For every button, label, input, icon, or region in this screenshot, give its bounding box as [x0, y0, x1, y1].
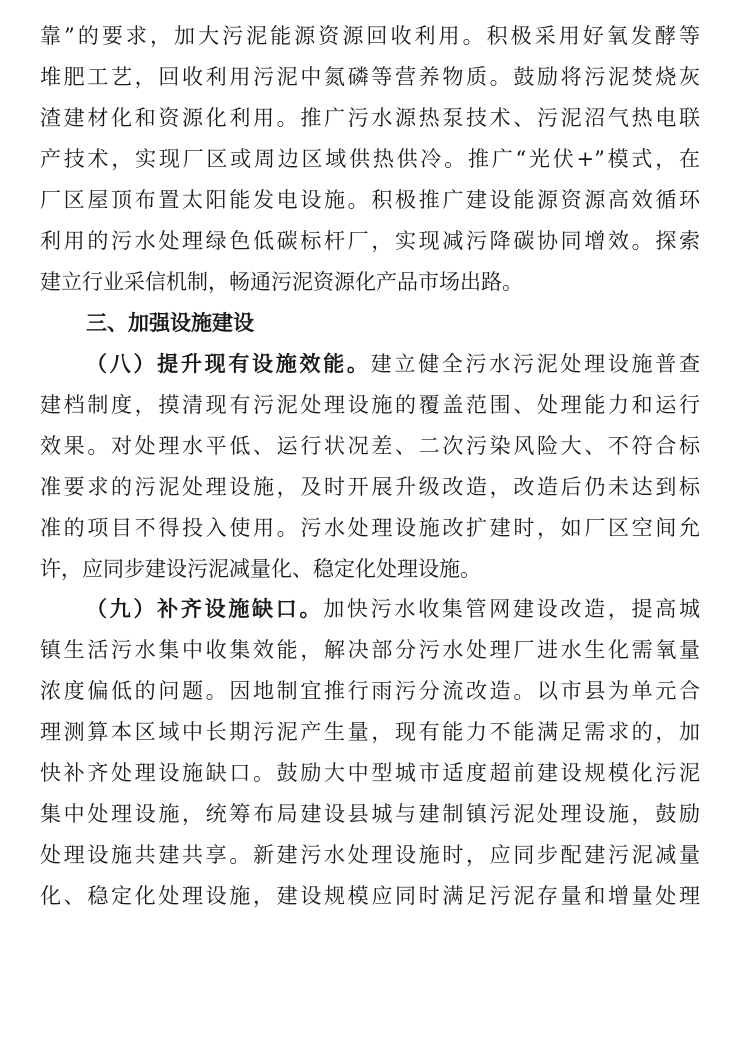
paragraph-3-line-7: 处理设施共建共享。新建污水处理设施时，应同步配建污泥减量	[40, 843, 700, 867]
paragraph-3-title: （九）补齐设施缺口。	[86, 597, 324, 621]
paragraph-3-line-3: 浓度偏低的问题。因地制宜推行雨污分流改造。以市县为单元合	[40, 679, 700, 703]
paragraph-1-line-2: 堆肥工艺，回收利用污泥中氮磷等营养物质。鼓励将污泥焚烧灰	[40, 65, 700, 89]
paragraph-3-line-1	[86, 590, 700, 628]
paragraph-3-line-6: 集中处理设施，统筹布局建设县城与建制镇污泥处理设施，鼓励	[40, 802, 700, 826]
paragraph-2-line-3: 效果。对处理水平低、运行状况差、二次污染风险大、不符合标	[40, 434, 700, 458]
section-heading: 三、加强设施建设	[86, 311, 254, 335]
paragraph-3-line-2: 镇生活污水集中收集效能，解决部分污水处理厂进水生化需氧量	[40, 638, 700, 662]
paragraph-2-line-5: 准的项目不得投入使用。污水处理设施改扩建时，如厂区空间允	[40, 516, 700, 540]
paragraph-1-line-1: 靠”的要求，加大污泥能源资源回收利用。积极采用好氧发酵等	[40, 24, 700, 48]
paragraph-2-line-2: 建档制度，摸清现有污泥处理设施的覆盖范围、处理能力和运行	[40, 393, 700, 417]
paragraph-1-line-3: 渣建材化和资源化利用。推广污水源热泵技术、污泥沼气热电联	[40, 106, 700, 130]
paragraph-1-line-5: 厂区屋顶布置太阳能发电设施。积极推广建设能源资源高效循环	[40, 188, 700, 212]
paragraph-1-line-4: 产技术，实现厂区或周边区域供热供冷。推广“光伏+”模式，在	[40, 147, 700, 171]
paragraph-3-first-line-text: 加快污水收集管网建设改造，提高城	[323, 597, 701, 621]
paragraph-2-line-6: 许，应同步建设污泥减量化、稳定化处理设施。	[40, 557, 481, 581]
paragraph-2-line-1	[86, 344, 700, 384]
paragraph-2-first-line-text: 建立健全污水污泥处理设施普查	[370, 352, 700, 376]
paragraph-1-line-6: 利用的污水处理绿色低碳标杆厂，实现减污降碳协同增效。探索	[40, 229, 700, 253]
paragraph-3-line-5: 快补齐处理设施缺口。鼓励大中型城市适度超前建设规模化污泥	[40, 761, 700, 785]
paragraph-3-line-8: 化、稳定化处理设施，建设规模应同时满足污泥存量和增量处理	[40, 884, 700, 908]
paragraph-3-line-4: 理测算本区域中长期污泥产生量，现有能力不能满足需求的，加	[40, 720, 700, 744]
paragraph-1-line-7: 建立行业采信机制，畅通污泥资源化产品市场出路。	[40, 270, 523, 294]
paragraph-2-line-4: 准要求的污泥处理设施，及时开展升级改造，改造后仍未达到标	[40, 475, 700, 499]
paragraph-2-title: （八）提升现有设施效能。	[86, 352, 371, 376]
